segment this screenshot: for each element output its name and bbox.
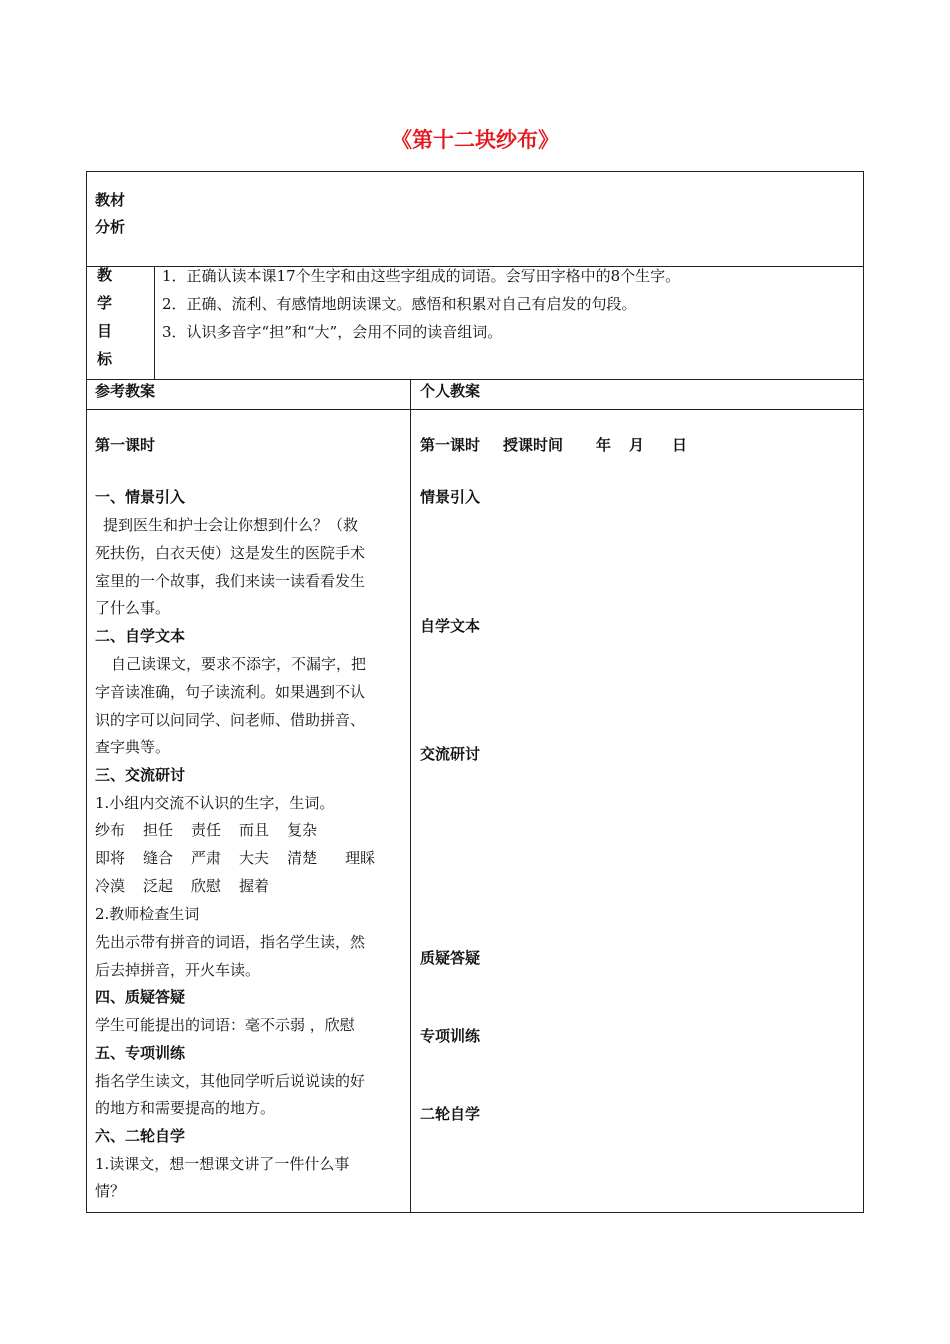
word-item: 而且 [239,821,270,839]
section-2-title: 二、自学文本 [95,627,186,645]
word-item: 欣慰 [191,877,222,895]
word-item: 清楚 [287,849,318,867]
section-5-line-1: 指名学生读文，其他同学听后说说读的好 [95,1072,366,1090]
section-2-line-2: 字音读准确，句子读流利。如果遇到不认 [95,683,366,701]
section-2-line-3: 识的字可以问同学、问老师、借助拼音、 [95,711,366,729]
word-item: 责任 [191,821,222,839]
teaching-time-label: 授课时间 [503,436,564,454]
day-label: 日 [672,436,688,454]
teaching-goals-label-3: 目 [97,322,113,340]
section-6-line-2: 情？ [95,1182,126,1200]
year-label: 年 [596,436,612,454]
section-6-line-1: 1.读课文，想一想课文讲了一件什么事 [95,1155,350,1173]
word-item: 担任 [143,821,174,839]
material-analysis-label-2: 分析 [95,218,126,236]
row-divider-3 [86,409,864,410]
right-item-self-study: 自学文本 [420,617,481,635]
section-1-title: 一、情景引入 [95,488,186,506]
right-item-discussion: 交流研讨 [420,745,481,763]
teaching-goals-label-4: 标 [97,350,113,368]
section-1-line-4: 了什么事。 [95,599,171,617]
teaching-goals-label-1: 教 [97,266,113,284]
section-3-title: 三、交流研讨 [95,766,186,784]
word-row-2 [95,848,393,868]
section-1-line-3: 室里的一个故事，我们来读一读看看发生 [95,572,366,590]
section-1-line-1: 提到医生和护士会让你想到什么？（救 [103,516,359,534]
material-analysis-label-1: 教材 [95,191,126,209]
right-item-scene: 情景引入 [420,488,481,506]
word-row-1 [95,820,335,840]
word-item: 即将 [95,849,126,867]
word-item: 纱布 [95,821,126,839]
section-2-line-1: 自己读课文，要求不添字，不漏字，把 [111,655,367,673]
word-item: 冷漠 [95,877,126,895]
section-3-line-4: 后去掉拼音，开火车读。 [95,961,261,979]
row-divider-2 [86,379,864,380]
reference-plan-header: 参考教案 [95,382,156,400]
right-item-questions: 质疑答疑 [420,949,481,967]
goal-3: 3．认识多音字“担”和“大”，会用不同的读音组词。 [162,323,503,341]
section-4-title: 四、质疑答疑 [95,988,186,1006]
column-divider [410,379,411,1213]
word-item: 大夫 [239,849,270,867]
teaching-goals-label-2: 学 [97,294,113,312]
section-2-line-4: 查字典等。 [95,738,171,756]
word-item: 缝合 [143,849,174,867]
section-6-title: 六、二轮自学 [95,1127,186,1145]
section-3-line-3: 先出示带有拼音的词语，指名学生读，然 [95,933,366,951]
goal-2: 2．正确、流利、有感情地朗读课文。感悟和积累对自己有启发的句段。 [162,295,637,313]
section-3-line-2: 2.教师检查生词 [95,905,200,923]
section-4-line: 学生可能提出的词语：毫不示弱 ，欣慰 [95,1016,355,1034]
left-lesson-title: 第一课时 [95,436,156,454]
word-item: 复杂 [287,821,318,839]
goal-1: 1．正确认读本课17个生字和由这些字组成的词语。会写田字格中的8个生字。 [162,267,681,285]
label-column-divider [154,266,155,379]
section-1-line-2: 死扶伤，白衣天使）这是发生的医院手术 [95,544,366,562]
word-item: 理睬 [345,849,376,867]
right-item-second-study: 二轮自学 [420,1105,481,1123]
word-item: 严肃 [191,849,222,867]
right-item-training: 专项训练 [420,1027,481,1045]
page-title: 《第十二块纱布》 [391,128,559,152]
word-row-3 [95,876,287,896]
word-item: 泛起 [143,877,174,895]
section-5-line-2: 的地方和需要提高的地方。 [95,1099,276,1117]
section-3-line-1: 1.小组内交流不认识的生字，生词。 [95,794,335,812]
right-lesson-title: 第一课时 [420,436,481,454]
word-item: 握着 [239,877,270,895]
month-label: 月 [629,436,645,454]
section-5-title: 五、专项训练 [95,1044,186,1062]
personal-plan-header: 个人教案 [420,382,481,400]
